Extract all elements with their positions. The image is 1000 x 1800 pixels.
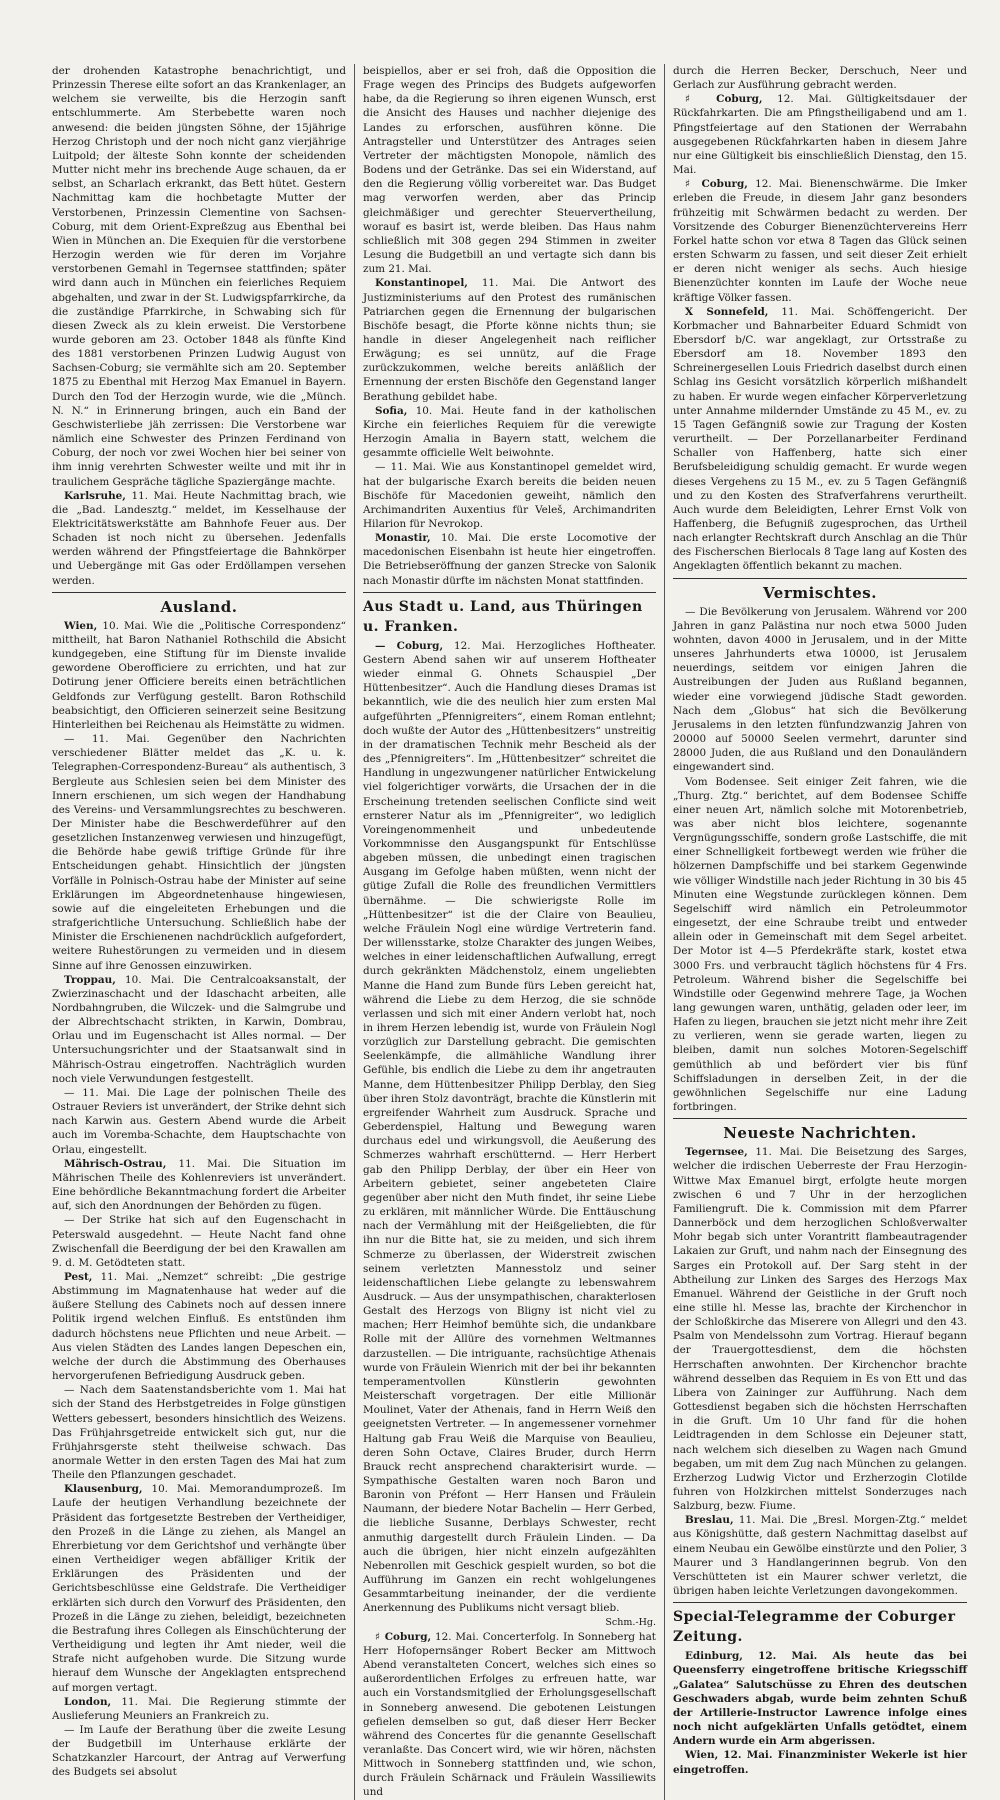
article-paragraph [363, 1630, 656, 1800]
column-left [52, 64, 346, 1800]
section-divider [673, 1118, 967, 1119]
dateline-place: Pest, [64, 1270, 93, 1283]
article-paragraph [363, 531, 656, 588]
article-paragraph [52, 1482, 346, 1694]
article-paragraph [52, 1695, 346, 1723]
dateline-place: Sofia, [375, 404, 408, 417]
article-text: 11. Mai. Die Antwort des Justizministeriums auf den Protest des rumänischen Patriarchen gegen die Ernennung der bulgarischen Bischöfe besagt, die Pforte könne nichts thun; sie handle in dieser Angelegenheit nach reiflicher Erwägung; es sei unnütz, auf die Frage zurückzukommen, welche bereits anläßlich der Ernennung der ersten Bischöfe den Gegenstand langer Berathung gebildet habe. [363, 277, 656, 403]
article-paragraph: — Der Strike hat sich auf den Eugenschacht in Peterswald ausgedehnt. — Heute Nacht fand ohne Zwischenfall die Beerdigung der bei den Krawallen am 9. d. M. Getödteten statt. [52, 1214, 346, 1269]
article-text: 10. Mai. Die erste Locomotive der macedonischen Eisenbahn ist heute hier eingetroffen. Die Betriebseröffnung der ganzen Strecke von Salonik nach Monastir dürfte im nächsten Monat stattfinden. [363, 532, 656, 587]
article-text: 10. Mai. Wie die „Politische Correspondenz“ mittheilt, hat Baron Nathaniel Rothschild die Absicht kundgegeben, eine Stiftung für im Dienste invalide gewordene Oberofficiere zu errichten, und hat zur Dotirung jener Officiere bereits einen beträchtlichen Geldfonds zur Verfügung gestellt. Baron Rothschild beabsichtigt, den Officieren seinerzeit seine Besitzung Hinterleithen bei Reichenau als Heimstätte zu widmen. [52, 619, 346, 731]
article-paragraph: Vom Bodensee. Seit einiger Zeit fahren, wie die „Thurg. Ztg.“ berichtet, auf dem Bodensee Schiffe einer neuen Art, nämlich solche mit Motorenbetrieb, was aber nicht blos leichtere, sogenannte Vergnügungsschiffe, sondern große Lastschiffe, die mit einer Schnelligkeit fortbewegt werden wie früher die hölzernen Dampfschiffe und bei starkem Gegenwinde wie völliger Windstille nach jeder Richtung in 30 bis 45 Minuten eine Wegstunde zurücklegen können. Dem Segelschiff wird nämlich ein Petroleummotor eingesetzt, der eine Schraube treibt und entweder allein oder in Gemeinschaft mit dem Segel arbeitet. Der Motor ist 4—5 Pferdekräfte stark, kostet etwa 3000 Frs. und verbraucht täglich höchstens für 4 Frs. Petroleum. Während bisher die Segelschiffe bei Windstille oder Gegenwind mehrere Tage, ja Wochen lang gewungen waren, unthätig, geladen oder leer, im Hafen zu liegen, brauchen sie jetzt nicht mehr ihre Zeit zu verlieren, wenn sie gerade warten, liegen zu bleiben, damit nun solches Motoren-Segelschiff gemüthlich ab und befördert vier bis fünf Schiffsladungen in derselben Zeit, in der die gewöhnlichen Segelschiffe nur eine Ladung fortbringen. [673, 775, 967, 1114]
article-paragraph: — 11. Mai. Die Lage der polnischen Theile des Ostrauer Reviers ist unverändert, der Strike dehnt sich nach Karwin aus. Gestern Abend wurde die Arbeit auch im Voremba-Schachte, dem Hauptschachte von Orlau, eingestellt. [52, 1086, 346, 1156]
article-text: 11. Mai. Heute Nachmittag brach, wie die „Bad. Landesztg.“ meldet, im Kesselhause der Elektricitätswerkstätte am Bahnhofe Feuer aus. Der Schaden ist noch nicht zu übersehen. Jedenfalls werden während der Pfingstfeiertage die Bahnkörper und Uebergänge mit Gas oder Erdöllampen versehen werden. [52, 489, 346, 587]
article-paragraph [673, 177, 967, 304]
section-divider [673, 1602, 967, 1603]
section-heading-ausland: Ausland. [160, 597, 238, 616]
section-heading-neueste-nachrichten: Neueste Nachrichten. [723, 1124, 917, 1143]
article-paragraph: — Nach dem Saatenstandsberichte vom 1. Mai hat sich der Stand des Herbstgetreides in Folge günstigen Wetters gebessert, besonders hinsichtlich des Weizens. Das Frühjahrsgetreide entwickelt sich gut, nur die Frühjahrsgerste steht theilweise schwach. Das anormale Wetter in den ersten Tagen des Mai hat zum Theile den Pflanzungen geschadet. [52, 1384, 346, 1482]
article-paragraph: — Die Bevölkerung von Jerusalem. Während vor 200 Jahren in ganz Palästina nur noch etwa 5000 Juden wohnten, davon 4000 in Jerusalem, und in der Mitte unseres Jahrhunderts etwa 10000, ist Jerusalem neuerdings, seitdem vor einigen Jahren die Austreibungen der Juden aus Rußland begannen, wieder eine vorwiegend jüdische Stadt geworden. Nach dem „Globus“ hat sich die Bevölkerung Jerusalems in den letzten fünfundzwanzig Jahren von 20000 auf 50000 Seelen vermehrt, darunter sind 28000 Juden, die aus Rußland und den Donauländern eingewandert sind. [673, 605, 967, 774]
dateline-place: Breslau, [685, 1514, 734, 1527]
column-middle [363, 64, 656, 1800]
dateline-place: — Coburg, [375, 639, 444, 652]
column-rule [354, 64, 355, 1800]
article-paragraph [673, 1748, 967, 1776]
section-heading-stadt-land: Aus Stadt u. Land, aus Thüringen u. Franken. [363, 598, 643, 635]
dateline-place: Tegernsee, [685, 1146, 748, 1159]
article-paragraph: — 11. Mai. Wie aus Konstantinopel gemeldet wird, hat der bulgarische Exarch bereits die beiden neuen Bischöfe für Macedonien geweiht, nämlich den Archimandriten Auxentius für Veleš, Archimandriten Hilarion für Nevrokop. [363, 461, 656, 530]
article-paragraph: — 11. Mai. Gegenüber den Nachrichten verschiedener Blätter meldet das „K. u. k. Telegraphen-Correspondenz-Bureau“ als authentisch, 3 Bergleute aus Schlesien seien bei dem Minister des Innern erschienen, um sich wegen der Handhabung des Vereins- und Versammlungsrechtes zu beschweren. Der Minister habe die Beschwerdeführer auf den gesetzlichen Instanzenweg verwiesen und hinzugefügt, die Behörde habe gewiß triftige Gründe für ihre Entscheidungen gehabt. Hinsichtlich der jüngsten Vorfälle in Polnisch-Ostrau habe der Minister auf seine Erklärungen im Abgeordnetenhause hingewiesen, sowie auf die eingeleiteten Erhebungen und die strafgerichtliche Untersuchung. Schließlich habe der Minister die Erschienenen nachdrücklich aufgefordert, weitere Ruhestörungen zu vermeiden und in diesem Sinne auf ihre Genossen einzuwirken. [52, 733, 346, 972]
dateline-place: Klausenburg, [64, 1483, 143, 1496]
article-text: 10. Mai. Memorandumprozeß. Im Laufe der heutigen Verhandlung bezeichnete der Präsident das fortgesetzte Bestreben der Vertheidiger, den Prozeß in die Länge zu ziehen, als Mangel an Ehrerbietung vor dem Gerichtshof und verhängte über einen Vertheidiger wegen abfälliger Kritik der Erklärungen des Präsidenten und der Gerichtsbeschlüsse eine Geldstrafe. Die Vertheidiger erklärten sich durch den Vorwurf des Präsidenten, den Prozeß in die Länge zu ziehen, beleidigt, bezeichneten die Bestrafung ihres Collegen als Einschüchterung der Vertheidigung und legten ihr Amt nieder, weil die Strafe nicht aufgehoben wurde. Die Sitzung wurde hierauf dem Wunsche der Angeklagten entsprechend auf morgen vertagt. [52, 1483, 346, 1694]
dateline-place: Mährisch-Ostrau, [64, 1157, 167, 1170]
article-text: 12. Mai. Finanzminister Wekerle ist hier eingetroffen. [673, 1749, 967, 1776]
article-paragraph [363, 639, 656, 1616]
dateline-place: Edinburg, [685, 1650, 743, 1663]
article-paragraph [52, 619, 346, 732]
article-text: 12. Mai. Concerterfolg. In Sonneberg hat Herr Hofopernsänger Robert Becker am Mittwoch Abend veranstalteten Concert, welches sich eines so außerordentlichen Erfolges zu erfreuen hatte, war auch ein Vorstandsmitglied der Erholungsgesellschaft in Sonneberg anwesend. Die gebotenen Leistungen gefielen demselben so gut, daß dieser Herr Becker während des Concertes für die genannte Gesellschaft veranlaßte. Das Concert wird, wie wir hören, nächsten Mittwoch in Sonneberg stattfinden und, wie schon, durch Fräulein Schärnack und Fräulein Wassiliewits und [363, 1630, 656, 1799]
section-heading-vermischtes: Vermischtes. [763, 583, 877, 602]
dateline-place: London, [64, 1695, 112, 1708]
article-paragraph [673, 305, 967, 574]
article-paragraph [52, 1157, 346, 1214]
dateline-place: ♯ Coburg, [375, 1630, 432, 1643]
section-divider [673, 578, 967, 579]
article-text: 10. Mai. Heute fand in der katholischen Kirche ein feierliches Requiem für die verewigte Herzogin Amalia in Bayern statt, welchem die gesammte officielle Welt beiwohnte. [363, 404, 656, 460]
article-paragraph [363, 404, 656, 461]
article-text: 12. Mai. Gültigkeitsdauer der Rückfahrkarten. Die am Pfingstheiligabend und am 1. Pfingstfeiertage auf den Stationen der Werrabahn ausgegebenen Rückfahrkarten haben in diesem Jahre nur eine Gültigkeit bis einschließlich Dienstag, den 15. Mai. [673, 93, 967, 177]
article-paragraph [52, 973, 346, 1086]
dateline-place: X Sonnefeld, [685, 305, 769, 318]
dateline-place: Karlsruhe, [64, 489, 126, 502]
article-paragraph [673, 92, 967, 177]
dateline-place: ♯ Coburg, [685, 93, 763, 106]
article-paragraph [52, 489, 346, 588]
article-text: 11. Mai. Die Beisetzung des Sarges, welcher die irdischen Ueberreste der Frau Herzogin-Wittwe Max Emanuel birgt, erfolgte heute morgen zwischen 6 und 7 Uhr in der herzoglichen Familiengruft. Die k. Commission mit dem Pfarrer Dannerböck und dem herzoglichen Schloßverwalter Mohr begab sich unter Vorantritt flambeautragender Lakaien zur Gruft, und nahm nach der Einsegnung des Sarges ein Protokoll auf. Der Sarg steht in der Abtheilung zur Linken des Sarges des Herzogs Max Emanuel. Während der Geistliche in der Gruft noch eine stille hl. Messe las, brachte der Kirchenchor in der Schloßkirche das Miserere von Allegri und den 43. Psalm von Mendelssohn zum Vortrag. Hierauf begann der Trauergottesdienst, dem die höchsten Herrschaften anwohnten. Der Kirchenchor brachte während desselben das Requiem in Es von Ett und das Libera von Zaininger zur Aufführung. Nach dem Gottesdienst begaben sich die höchsten Herrschaften in die Gruft. Um 10 Uhr fand für die hohen Leidtragenden in dem Schlosse ein Dejeuner statt, nach welchem sich dieselben zu Wagen nach Gmund begaben, um mit dem Zug nach München zu gelangen. Erzherzog Ludwig Victor und Erzherzogin Clotilde fuhren von Holzkirchen mittelst Sonderzuges nach Salzburg, bezw. Fiume. [673, 1146, 967, 1513]
dateline-place: ♯ Coburg, [685, 178, 748, 191]
article-text: 11. Mai. „Nemzet“ schreibt: „Die gestrige Abstimmung im Magnatenhause hat weder auf die äußere Stellung des Cabinets noch auf dessen innere Politik irgend welchen Einfluß. Es entstünden ihm dadurch höchstens neue Pflichten und neue Arbeit. — Aus vielen Städten des Landes langen Depeschen ein, welche der durch die Abstimmung des Oberhauses hervorgerufenen Befriedigung Ausdruck geben. [52, 1270, 346, 1383]
author-signature: Schm.-Hg. [605, 1616, 656, 1628]
article-paragraph [52, 1270, 346, 1383]
article-paragraph [673, 1649, 967, 1748]
article-paragraph: beispiellos, aber er sei froh, daß die Opposition die Frage wegen des Princips des Budgets aufgeworfen habe, da die Regierung so ihren eigenen Wunsch, erst die Ansicht des Hauses und nachher diejenige des Landes zu erforschen, ausführen könne. Die Antragsteller und Unterstützer des Antrages seien Vertreter der mächtigsten Monopole, nämlich des Bodens und der Getränke. Das sei ein Widerstand, auf den die Regierung völlig vorbereitet war. Das Budget mag verworfen werden, aber das Princip gleichmäßiger und gerechter Steuervertheilung, worauf es basirt ist, werde bleiben. Das Haus nahm schließlich mit 308 gegen 294 Stimmen in zweiter Lesung die Budgetbill an und vertagte sich dann bis zum 21. Mai. [363, 65, 656, 276]
dateline-place: Konstantinopel, [375, 277, 468, 290]
article-paragraph: durch die Herren Becker, Derschuch, Neer und Gerlach zur Ausführung gebracht werden. [673, 65, 967, 92]
section-divider [363, 592, 656, 593]
article-paragraph: — Im Laufe der Berathung über die zweite Lesung der Budgetbill im Unterhause erklärte der Schatzkanzler Harcourt, der Antrag auf Verwerfung des Budgets sei absolut [52, 1723, 346, 1779]
section-divider [52, 592, 346, 593]
article-text: 12. Mai. Herzogliches Hoftheater. Gestern Abend sahen wir auf unserem Hoftheater wieder einmal G. Ohnets Schauspiel „Der Hüttenbesitzer“. Auch die Handlung dieses Dramas ist bekanntlich, wie die des neulich hier zum ersten Mal aufgeführten „Pfennigreiters“, einem Roman entlehnt; doch wußte der Autor des „Hüttenbesitzers“ unstreitig in der dramatischen Technik mehr Bescheid als der des „Pfennigreiters“. Im „Hüttenbesitzer“ schreitet die Handlung in ungezwungener natürlicher Entwickelung viel folgerichtiger vorwärts, die Ursachen der in die Erscheinung tretenden seelischen Conflicte sind weit ernsterer Natur als im „Pfennigreiter“, wo lediglich Voreingenommenheit und unbedeutende Vorkommnisse den Ausgangspunkt für Entschlüsse abgeben müssen, die unbedingt einen tragischen Ausgang im Gefolge haben müßten, wenn nicht der gütige Zufall die Rolle des freundlichen Vermittlers übernähme. — Die schwierigste Rolle im „Hüttenbesitzer“ ist die der Claire von Beaulieu, welche Fräulein Nogl eine würdige Vertreterin fand. Der willensstarke, stolze Charakter des jungen Weibes, welches in einer leidenschaftlichen Aufwallung, erregt durch gekränkten Mädchenstolz, einem ungeliebten Manne die Hand zum Bunde fürs Leben gereicht hat, während die Liebe zu dem Herzog, die sie schnöde verlassen und sich mit einer Andern verlobt hat, noch in ihrem Herzen lebendig ist, wurde von Fräulein Nogl vorzüglich zur Darstellung gebracht. Die gemischten Seelenkämpfe, die allmähliche Wandlung ihrer Gefühle, bis endlich die Liebe zu dem ihr angetrauten Manne, dem Hüttenbesitzer Philipp Derblay, den Sieg über ihren Stolz davonträgt, brachte die Künstlerin mit ergreifender Wahrheit zum Ausdruck. Sprache und Geberdenspiel, Haltung und Bewegung waren durchaus edel und wirkungsvoll, die Aeußerung des Schmerzes wahrhaft erschütternd. — Herr Herbert gab den Philipp Derblay, der über ein Heer von Arbeitern gebietet, seiner angebeteten Claire gegenüber aber nicht den Muth findet, ihr seine Liebe zu erklären, mit männlicher Würde. Die Enttäuschung nach der Vermählung mit der Heißgeliebten, die für ihn nur die Bitte hat, sie zu meiden, und sich ihrem Schmerze zu überlassen, der Widerstreit zwischen seinem verletzten Mannesstolz und seiner leidenschaftlichen Liebe gelangte zu lebenswahrem Ausdruck. — Aus der unsympathischen, charakterlosen Gestalt des Herzogs von Bligny ist nicht viel zu machen; Herr Heimhof bemühte sich, die undankbare Rolle mit der Allüre des vornehmen Weltmannes darzustellen. — Die intriguante, rachsüchtige Athenais wurde von Fräulein Wienrich mit der bei ihr bekannten temperamentvollen Künstlerin gewohnten Meisterschaft vorgetragen. Der eitle Millionär Moulinet, Vater der Athenais, fand in Herrn Weiß den geeignetsten Vertreter. — In angemessener vornehmer Haltung gab Frau Weiß die Marquise von Beaulieu, deren Sohn Octave, Claires Bruder, durch Herrn Brauck recht ansprechend charakterisirt wurde. — Sympathische Gestalten waren noch Baron und Baronin von Préfont — Herr Hansen und Fräulein Naumann, der biedere Notar Bachelin — Herr Gerbed, die liebliche Susanne, Derblays Schwester, recht anmuthig dargestellt durch Fräulein Linden. — Da auch die übrigen, hier nicht einzeln aufgezählten Nebenrollen mit Geschick gespielt wurden, so bot die Aufführung im Ganzen ein recht wohlgelungenes Gesammtarbeitung ineinander, der die verdiente Anerkennung des Publikums nicht versagt blieb. [363, 639, 656, 1615]
article-text: 11. Mai. Schöffengericht. Der Korbmacher und Bahnarbeiter Eduard Schmidt von Ebersdorf b/C. war angeklagt, zur Ortsstraße zu Ebersdorf am 18. November 1893 den Schreinergesellen Louis Friedrich daselbst durch einen Schlag ins Gesicht vorsätzlich körperlich mißhandelt zu haben. Er wurde wegen einfacher Körperverletzung unter Annahme mildernder Umstände zu 45 M., ev. zu 15 Tagen Gefängniß sowie zur Tragung der Kosten verurtheilt. — Der Porzellanarbeiter Ferdinand Schaller von Haffenberg, hatte sich einer Berufsbeleidigung schuldig gemacht. Er wurde wegen dieses Vergehens zu 15 M., ev. zu 5 Tagen Gefängniß und zu den Kosten des Strafverfahrens verurtheilt. Auch wurde dem Beleidigten, Lehrer Ernst Volk von Haffenberg, die Befugniß zugesprochen, das Urtheil nach erlangter Rechtskraft durch Anschlag an die Thür des Fischerschen Bierlocals 8 Tage lang auf Kosten des Angeklagten öffentlich bekannt zu machen. [673, 305, 967, 573]
column-rule [664, 64, 665, 1800]
article-text: 10. Mai. Die Centralcoaksanstalt, der Zwierzinaschacht und der Idaschacht arbeiten, alle Nordbahngruben, die Wilczek- und die Salmgrube und der Albrechtschacht strikten, in Karwin, Dombrau, Orlau und im Eugenschacht ist Alles normal. — Der Untersuchungsrichter und der Staatsanwalt sind in Mährisch-Ostrau eingetroffen. Nachträglich wurden noch viele Verwundungen festgestellt. [52, 973, 346, 1085]
dateline-place: Monastir, [375, 532, 431, 545]
article-text: 11. Mai. Die „Bresl. Morgen-Ztg.“ meldet aus Königshütte, daß gestern Nachmittag daselbst auf einem Neubau ein Gewölbe einstürzte und den Polier, 3 Maurer und 3 Handlangerinnen begrub. Von den Verschütteten ist ein Maurer schwer verletzt, die übrigen haben leichte Verletzungen davongekommen. [673, 1514, 967, 1598]
article-paragraph [363, 276, 656, 403]
dateline-place: Troppau, [64, 973, 116, 986]
article-text: 12. Mai. Als heute das bei Queensferry eingetroffene britische Kriegsschiff „Galatea“ Salutschüsse zu Ehren des deutschen Geschwaders abgab, wurde beim zehnten Schuß der Artillerie-Instructor Lawrence infolge eines noch nicht aufgeklärten Unfalls getödtet, einem Andern wurde ein Arm abgerissen. [673, 1650, 967, 1748]
dateline-place: Wien, [64, 619, 98, 632]
article-paragraph [673, 1145, 967, 1513]
column-right [673, 64, 967, 1800]
article-text: 11. Mai. Die Situation im Mährischen Theile des Kohlenreviers ist unverändert. Eine behördliche Bekanntmachung fordert die Arbeiter auf, sich den Anordnungen der Behörden zu fügen. [52, 1157, 346, 1213]
dateline-place: Wien, [685, 1749, 719, 1762]
article-paragraph: der drohenden Katastrophe benachrichtigt, und Prinzessin Therese eilte sofort an das Krankenlager, an welchem sie verweilte, bis die Herzogin sanft entschlummerte. Am Sterbebette waren noch anwesend: die beiden jüngsten Söhne, der 15jährige Herzog Christoph und der noch nicht ganz vierjährige Luitpold; der älteste Sohn konnte der scheidenden Mutter nicht mehr ins brechende Auge schauen, da er selbst, an Scharlach erkrankt, das Bett hütet. Gestern Nachmittag kam die hochbetagte Mutter der Verstorbenen, Prinzessin Clementine von Sachsen-Coburg, mit dem Orient-Expreßzug aus Ebenthal bei Wien in München an. Die Exequien für die verstorbene Herzogin werden wie für deren im Vorjahre verstorbenen Gemahl in Tegernsee stattfinden; später wird dann auch in München ein feierliches Requiem abgehalten, und zwar in der St. Ludwigspfarrkirche, da die zuständige Pfarrkirche, in Schwabing sich für diesen Zweck als zu klein erweist. Die Verstorbene wurde geboren am 23. October 1848 als fünfte Kind des 1881 verstorbenen Prinzen Ludwig August von Sachsen-Coburg; sie vermählte sich am 20. September 1875 zu Ebenthal mit Herzog Max Emanuel in Bayern. Durch den Tod der Herzogin wurde, wie die „Münch. N. N.“ in Erinnerung bringen, auch ein Band der Geschwisterliebe jäh zerrissen: Die Verstorbene war nämlich eine Schwester des Prinzen Ferdinand von Coburg, der noch vor zwei Wochen hier bei seiner von ihm innig verehrten Schwester weilte und mit ihr in traulichem Gespräche tägliche Spaziergänge machte. [52, 65, 346, 488]
article-text: 12. Mai. Bienenschwärme. Die Imker erleben die Freude, in diesem Jahr ganz besonders frühzeitig mit Schwärmen bedacht zu werden. Der Vorsitzende des Coburger Bienenzüchtervereins Herr Forkel hatte schon vor etwa 8 Tagen das Glück seinen ersten Schwarm zu fassen, und seit dieser Zeit erhielt er deren nicht weniger als sechs. Auch hiesige Bienenzüchter konnten im Laufe der Woche neue kräftige Völker fassen. [673, 178, 968, 304]
article-paragraph [673, 1513, 967, 1598]
section-heading-special-telegramme: Special-Telegramme der Coburger Zeitung. [673, 1609, 956, 1646]
article-text: 11. Mai. Die Regierung stimmte der Auslieferung Meuniers an Frankreich zu. [52, 1695, 346, 1722]
telegram-block [673, 1649, 967, 1776]
